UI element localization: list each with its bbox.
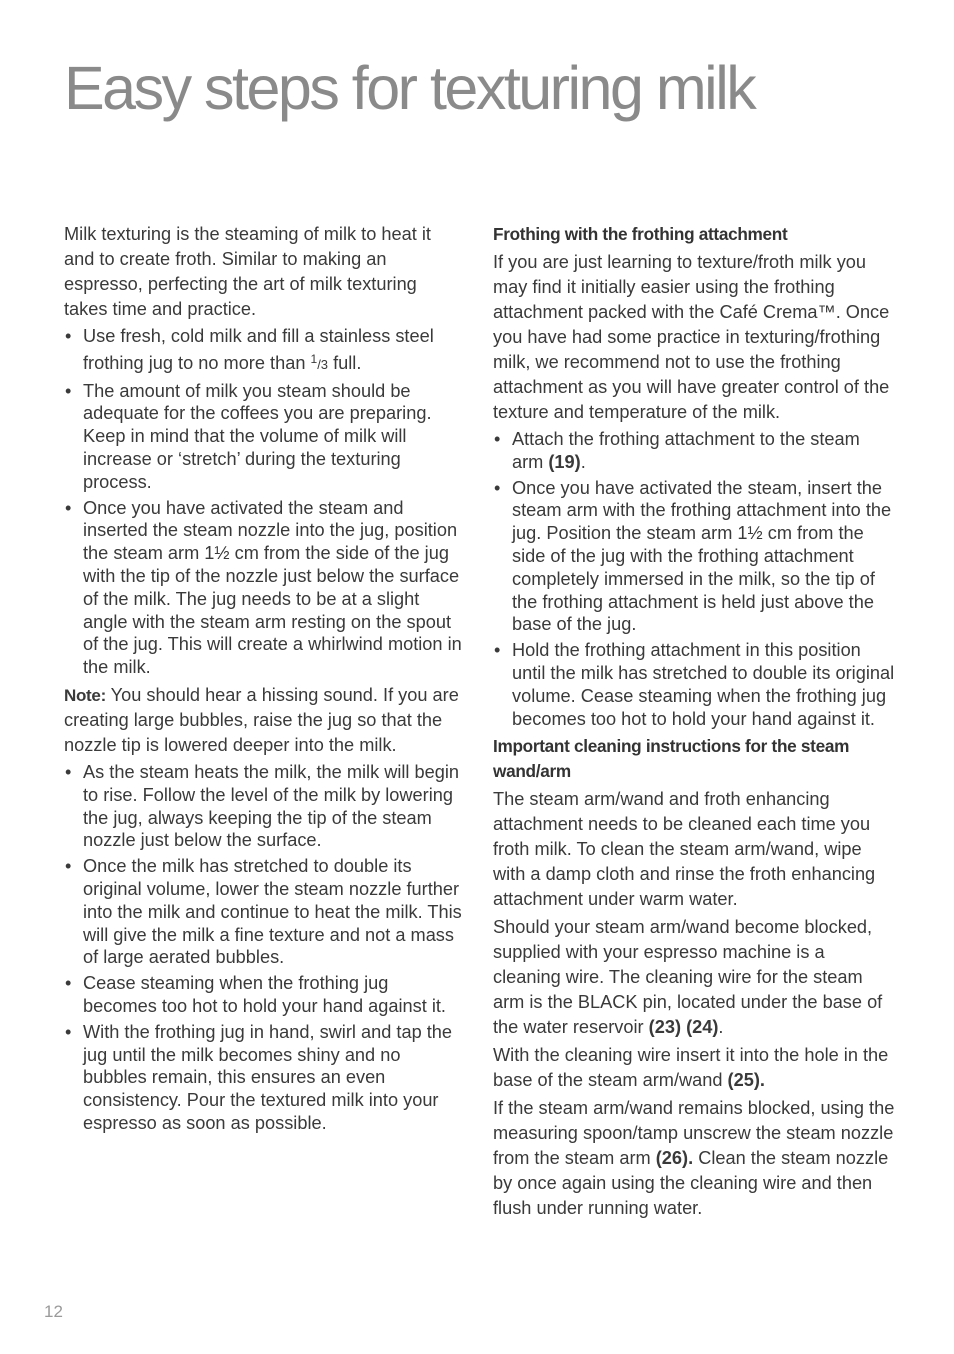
cleaning-paragraph: The steam arm/wand and froth enhancing attachment needs to be cleaned each time you froth milk. To clean the steam arm/wand, wipe with a damp cloth and rinse the froth enhancing attachment under warm water. [493, 789, 876, 910]
cleaning-wire-paragraph: With the cleaning wire insert it into the hole in the base of the steam arm/wand (25). [493, 1045, 889, 1091]
bullet-list-b [64, 761, 462, 1135]
list-item: • Use fresh, cold milk and fill a stainless steel frothing jug to no more than $^1$/3 full. [64, 325, 462, 377]
section-heading-frothing: Frothing with the frothing attachment [493, 224, 788, 244]
list-item: • Once you have activated the steam, insert the steam arm with the frothing attachment into the jug. Position the steam arm 1½ cm from the side of the jug with the frothing attachment completely immersed in the milk, so the tip of the frothing attachment is held just above the base of the jug. [493, 477, 895, 637]
right-column [493, 222, 895, 1224]
list-item: • With the frothing jug in hand, swirl and tap the jug until the milk becomes shiny and no bubbles remain, this ensures an even consistency. Pour the textured milk into your espresso as soon as possible. [64, 1021, 462, 1135]
bullet-list-frothing [493, 428, 895, 730]
frothing-paragraph: If you are just learning to texture/froth milk you may find it initially easier using the frothing attachment packed with the Café Crema™. Once you have had some practice in texturing/frothing milk, we recommend not to use the frothing attachment as you will have greater control of the texture and temperature of the milk. [493, 252, 890, 422]
list-item: • Once you have activated the steam and inserted the steam nozzle into the jug, position the steam arm 1½ cm from the side of the jug with the tip of the nozzle just below the surface of the milk. The jug needs to be at a slight angle with the steam arm resting on the spout of the jug. This will create a whirlwind motion in the milk. [64, 497, 462, 679]
list-item: • As the steam heats the milk, the milk will begin to rise. Follow the level of the milk by lowering the jug, always keeping the tip of the steam nozzle just below the surface. [64, 761, 462, 852]
list-item: • The amount of milk you steam should be adequate for the coffees you are preparing. Keep in mind that the volume of milk will increase or ‘stretch’ during the texturing process. [64, 380, 462, 494]
list-item: • Cease steaming when the frothing jug becomes too hot to hold your hand against it. [64, 972, 462, 1018]
list-item: • Once the milk has stretched to double its original volume, lower the steam nozzle further into the milk and continue to heat the milk. This will give the milk a fine texture and not a mass of large aerated bubbles. [64, 855, 462, 969]
list-item: • Hold the frothing attachment in this position until the milk has stretched to double its original volume. Cease steaming when the frothing jug becomes too hot to hold your hand against it. [493, 639, 895, 730]
bullet-list-a [64, 325, 462, 679]
blocked-paragraph: Should your steam arm/wand become blocked, supplied with your espresso machine is a cleaning wire. The cleaning wire for the steam arm is the BLACK pin, located under the base of the water reservoir (23) (24). [493, 917, 883, 1038]
intro-paragraph: Milk texturing is the steaming of milk to heat it and to create froth. Similar to making an espresso, perfecting the art of milk texturing takes time and practice. [64, 224, 431, 319]
section-heading-cleaning: Important cleaning instructions for the steam wand/arm [493, 736, 850, 782]
left-column [64, 222, 462, 1139]
page-number: 12 [44, 1302, 63, 1321]
note-label: Note: [64, 685, 106, 705]
list-item: • Attach the frothing attachment to the steam arm (19). [493, 428, 895, 474]
note-paragraph: Note: You should hear a hissing sound. If you are creating large bubbles, raise the jug so that the nozzle tip is lowered deeper into the milk. [64, 684, 459, 755]
page-title: Easy steps for texturing milk [64, 54, 755, 122]
unscrew-paragraph: If the steam arm/wand remains blocked, using the measuring spoon/tamp unscrew the steam nozzle from the steam arm (26). Clean the steam nozzle by once again using the cleaning wire and then flush under running water. [493, 1098, 895, 1219]
